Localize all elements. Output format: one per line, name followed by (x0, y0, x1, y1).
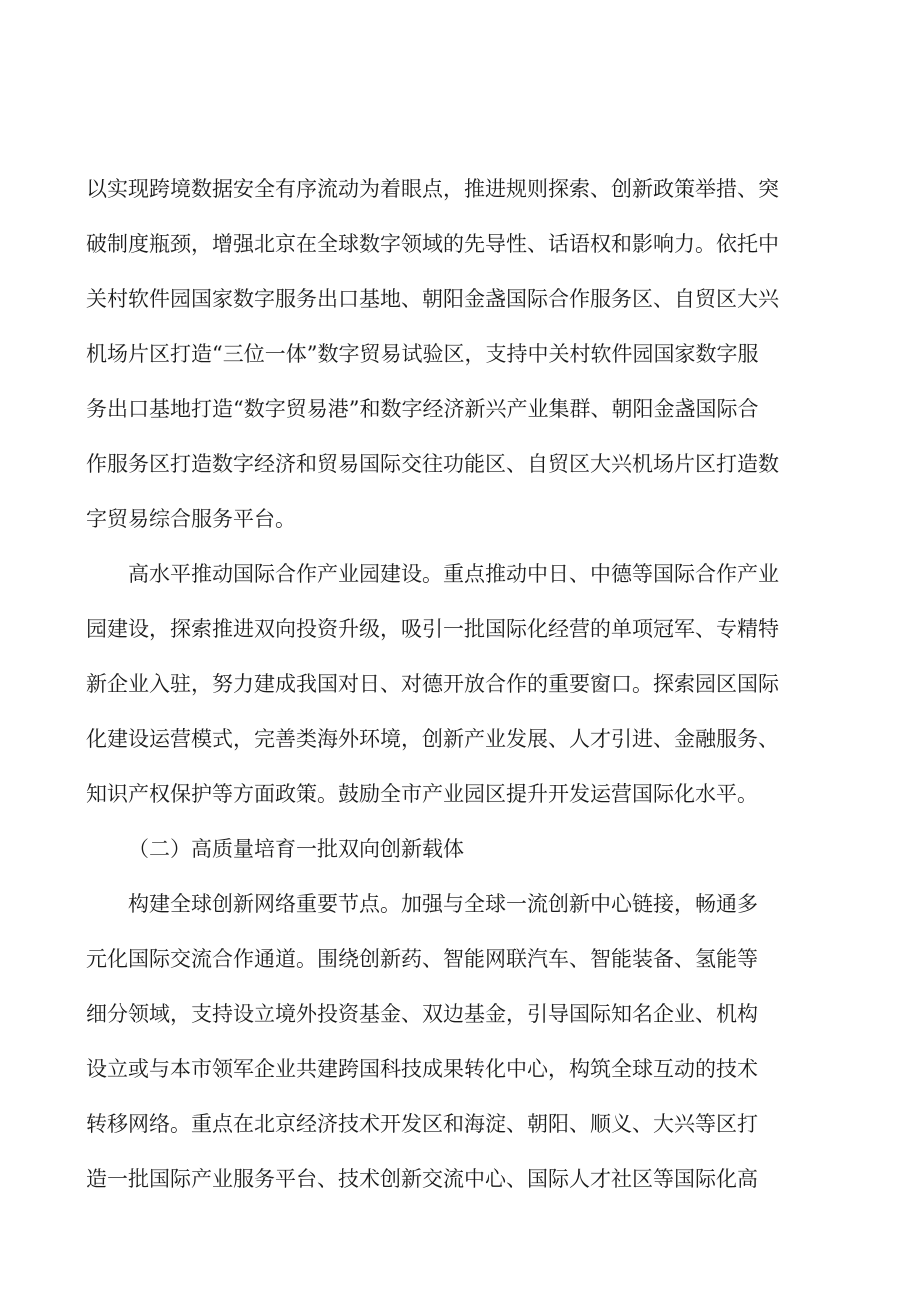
paragraph-2-line-5: 知识产权保护等方面政策。鼓励全市产业园区提升开发运营国际化水平。 (86, 782, 758, 806)
paragraph-1-line-4: 机场片区打造“三位一体”数字贸易试验区，支持中关村软件园国家数字服 (86, 342, 759, 366)
paragraph-3-line-5: 转移网络。重点在北京经济技术开发区和海淀、朝阳、顺义、大兴等区打 (86, 1112, 758, 1136)
paragraph-3-line-3: 细分领域，支持设立境外投资基金、双边基金，引导国际知名企业、机构 (86, 1002, 758, 1026)
paragraph-1-line-1: 以实现跨境数据安全有序流动为着眼点，推进规则探索、创新政策举措、突 (86, 177, 779, 201)
paragraph-2-line-4: 化建设运营模式，完善类海外环境，创新产业发展、人才引进、金融服务、 (86, 727, 779, 751)
paragraph-2-line-1: 高水平推动国际合作产业园建设。重点推动中日、中德等国际合作产业 (128, 562, 779, 586)
paragraph-1-line-6: 作服务区打造数字经济和贸易国际交往功能区、自贸区大兴机场片区打造数 (86, 452, 779, 476)
section-heading: （二）高质量培育一批双向创新载体 (128, 837, 464, 861)
paragraph-2-line-2: 园建设，探索推进双向投资升级，吸引一批国际化经营的单项冠军、专精特 (86, 617, 779, 641)
paragraph-3-line-6: 造一批国际产业服务平台、技术创新交流中心、国际人才社区等国际化高 (86, 1167, 758, 1191)
paragraph-1-line-7: 字贸易综合服务平台。 (86, 507, 296, 531)
paragraph-2-line-3: 新企业入驻，努力建成我国对日、对德开放合作的重要窗口。探索园区国际 (86, 672, 779, 696)
paragraph-1-line-5: 务出口基地打造“数字贸易港”和数字经济新兴产业集群、朝阳金盏国际合 (86, 397, 759, 421)
paragraph-1-line-3: 关村软件园国家数字服务出口基地、朝阳金盏国际合作服务区、自贸区大兴 (86, 287, 779, 311)
paragraph-1-line-2: 破制度瓶颈，增强北京在全球数字领域的先导性、话语权和影响力。依托中 (86, 232, 779, 256)
paragraph-3-line-2: 元化国际交流合作通道。围绕创新药、智能网联汽车、智能装备、氢能等 (86, 947, 758, 971)
paragraph-3-line-1: 构建全球创新网络重要节点。加强与全球一流创新中心链接，畅通多 (128, 892, 758, 916)
paragraph-3-line-4: 设立或与本市领军企业共建跨国科技成果转化中心，构筑全球互动的技术 (86, 1057, 758, 1081)
